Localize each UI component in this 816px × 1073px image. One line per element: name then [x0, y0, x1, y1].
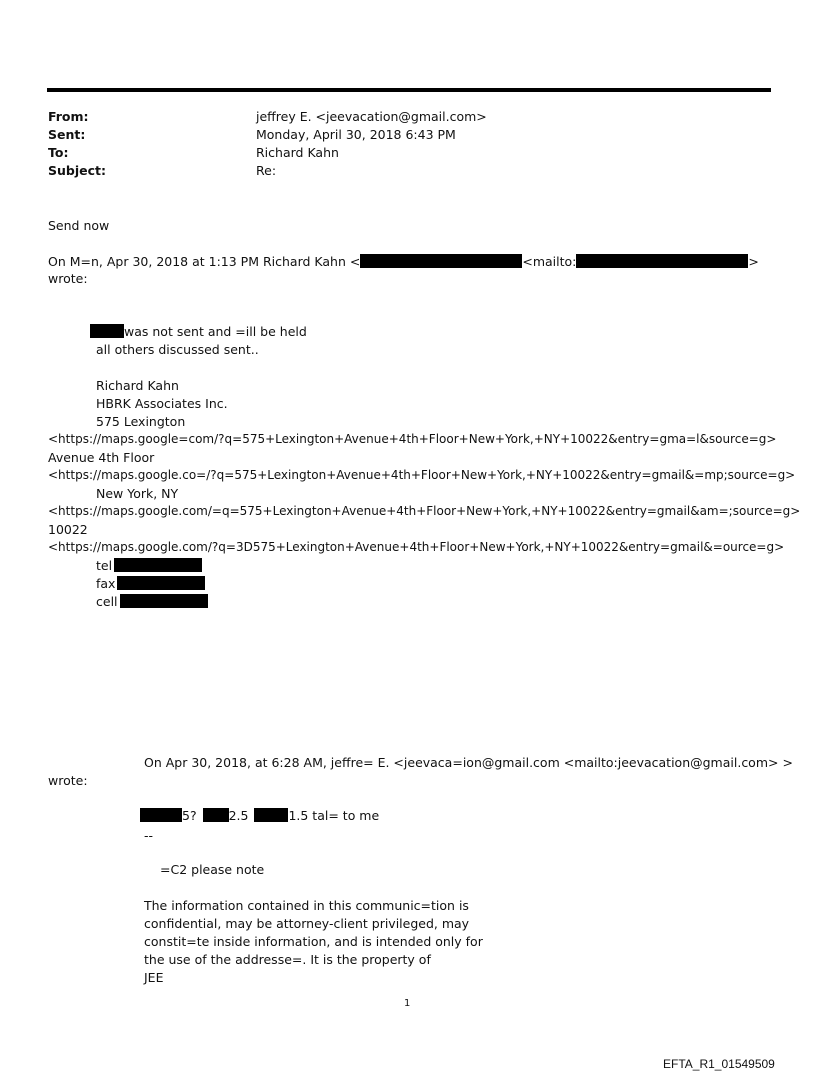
- quote1-prefix: On M=n, Apr 30, 2018 at 1:13 PM Richard Kahn <: [48, 254, 361, 269]
- signature-address2: Avenue 4th Floor: [48, 450, 155, 465]
- quote2-wrote: wrote:: [48, 773, 88, 788]
- from-value: jeffrey E. <jeevacation@gmail.com>: [256, 109, 487, 124]
- amount-1: 5?: [182, 808, 197, 823]
- quote1-close: >: [748, 254, 759, 269]
- to-label: To:: [48, 145, 69, 160]
- quote1-wrote: wrote:: [48, 271, 88, 286]
- quote1-mailto: <mailto:: [522, 254, 577, 269]
- tel-label: tel: [96, 558, 113, 573]
- please-note: =C2 please note: [160, 862, 265, 877]
- amount-3: 1.5 tal= to me: [288, 808, 380, 823]
- not-sent-line: [90, 324, 307, 339]
- signature-city: New York, NY: [96, 486, 179, 501]
- maps-link-1[interactable]: <https://maps.google=com/?q=575+Lexington+Avenue+4th+Floor+New+York,+NY+10022&entry=gma=l&source=g>: [48, 432, 777, 446]
- fax-line: [96, 576, 205, 591]
- redaction-block: [576, 254, 748, 268]
- amount-2: 2.5: [228, 808, 249, 823]
- redaction-block: [114, 558, 202, 572]
- disclaimer-line: constit=te inside information, and is intended only for: [144, 934, 483, 949]
- disclaimer-line: The information contained in this communic=tion is: [144, 898, 469, 913]
- maps-link-4[interactable]: <https://maps.google.com/?q=3D575+Lexington+Avenue+4th+Floor+New+York,+NY+10022&entry=gmail&=ource=g>: [48, 540, 785, 554]
- tel-line: [96, 558, 202, 573]
- amounts-line: [140, 808, 379, 823]
- redaction-block: [140, 808, 182, 822]
- subject-value: Re:: [256, 163, 277, 178]
- redaction-block: [203, 808, 229, 822]
- signature-name: Richard Kahn: [96, 378, 179, 393]
- disclaimer-line: JEE: [144, 970, 164, 985]
- redaction-block: [120, 594, 208, 608]
- send-now-text: Send now: [48, 218, 110, 233]
- to-value: Richard Kahn: [256, 145, 339, 160]
- signature-company: HBRK Associates Inc.: [96, 396, 228, 411]
- header-rule: [47, 88, 771, 92]
- page-number: 1: [404, 998, 411, 1009]
- signature-zip: 10022: [48, 522, 88, 537]
- subject-label: Subject:: [48, 163, 106, 178]
- from-label: From:: [48, 109, 89, 124]
- sent-value: Monday, April 30, 2018 6:43 PM: [256, 127, 456, 142]
- redaction-block: [254, 808, 288, 822]
- maps-link-3[interactable]: <https://maps.google.com/=q=575+Lexington+Avenue+4th+Floor+New+York,+NY+10022&entry=gmail&am=;source=g>: [48, 504, 801, 518]
- maps-link-2[interactable]: <https://maps.google.co=/?q=575+Lexington+Avenue+4th+Floor+New+York,+NY+10022&entry=gmail&=mp;source=g>: [48, 468, 796, 482]
- others-line: all others discussed sent..: [96, 342, 259, 357]
- quote2-line: On Apr 30, 2018, at 6:28 AM, jeffre= E. <jeevaca=ion@gmail.com <mailto:jeevacation@gmail.com> >: [144, 755, 793, 770]
- dashes: --: [144, 828, 154, 843]
- cell-label: cell: [96, 594, 118, 609]
- bates-number: EFTA_R1_01549509: [663, 1057, 775, 1071]
- cell-line: [96, 594, 208, 609]
- redaction-block: [360, 254, 522, 268]
- redaction-block: [117, 576, 205, 590]
- quote1-line: [48, 254, 759, 269]
- signature-address1: 575 Lexington: [96, 414, 186, 429]
- fax-label: fax: [96, 576, 116, 591]
- sent-label: Sent:: [48, 127, 86, 142]
- not-sent-text: was not sent and =ill be held: [124, 324, 307, 339]
- disclaimer-line: the use of the addresse=. It is the property of: [144, 952, 431, 967]
- disclaimer-line: confidential, may be attorney-client privileged, may: [144, 916, 470, 931]
- redaction-block: [90, 324, 124, 338]
